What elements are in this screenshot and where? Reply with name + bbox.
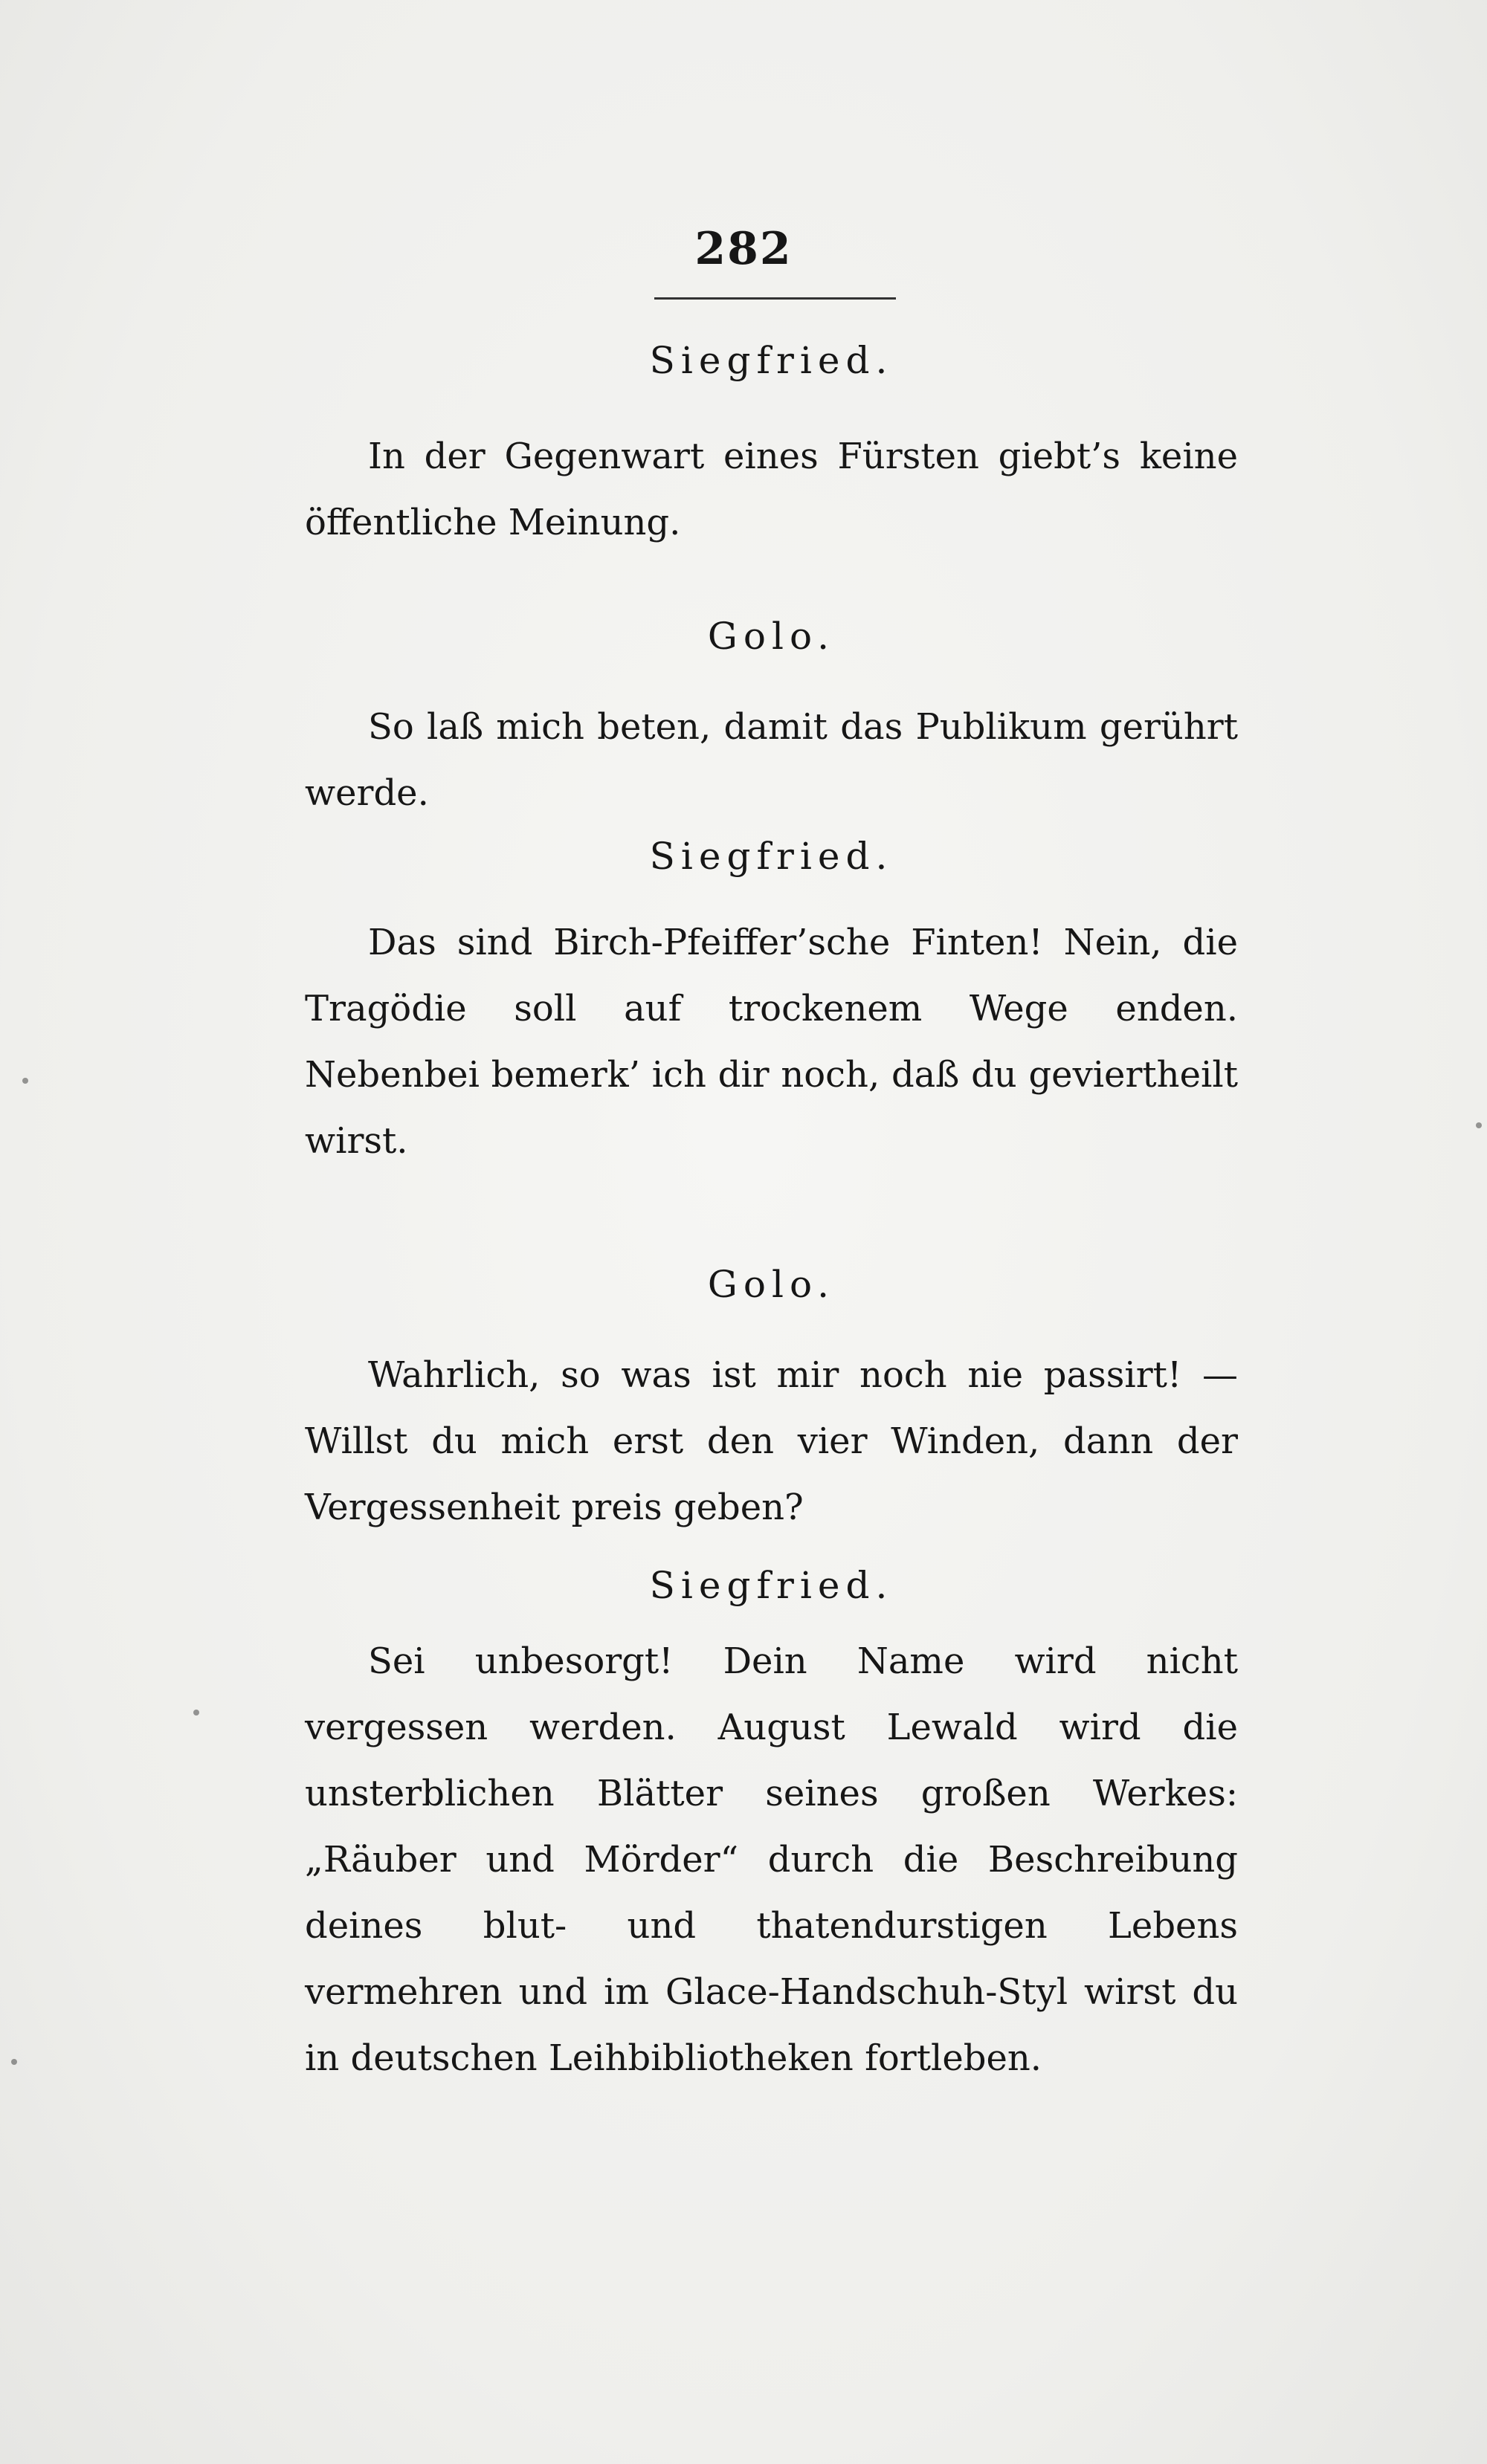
header-rule — [654, 297, 896, 300]
speaker-name: Siegfried. — [649, 339, 894, 382]
page-number: 282 — [694, 223, 793, 275]
speaker-name: Golo. — [707, 615, 836, 658]
speaker-name: Siegfried. — [649, 1564, 894, 1607]
speech-paragraph: Wahrlich, so was ist mir noch nie passirt! — Willst du mich erst den vier Winden, dann der Vergessenheit preis geben? — [305, 1354, 1238, 1528]
ink-speck — [11, 2059, 17, 2065]
ink-speck — [193, 1710, 199, 1716]
ink-speck — [22, 1078, 28, 1084]
dialogue-text — [305, 331, 1238, 2092]
speech-paragraph: Sei unbesorgt! Dein Name wird nicht vergessen werden. August Lewald wird die unsterblichen Blätter seines großen Werkes: „Räuber und Mörder“ durch die Beschreibung deines blut- und thatendurstigen Lebens vermehren und im Glace-Handschuh-Styl wirst du in deutschen Leihbibliotheken fortleben. — [305, 1640, 1238, 2079]
speech-paragraph: Das sind Birch-Pfeiffer’sche Finten! Nein, die Tragödie soll auf trockenem Wege enden. Nebenbei bemerk’ ich dir noch, daß du geviertheilt wirst. — [305, 922, 1238, 1162]
speaker-name: Siegfried. — [649, 835, 894, 878]
speech-paragraph: In der Gegenwart eines Fürsten giebt’s keine öffentliche Meinung. — [305, 436, 1238, 543]
speaker-name: Golo. — [707, 1263, 836, 1306]
speech-paragraph: So laß mich beten, damit das Publikum gerührt werde. — [305, 706, 1238, 814]
ink-speck — [1476, 1122, 1482, 1128]
